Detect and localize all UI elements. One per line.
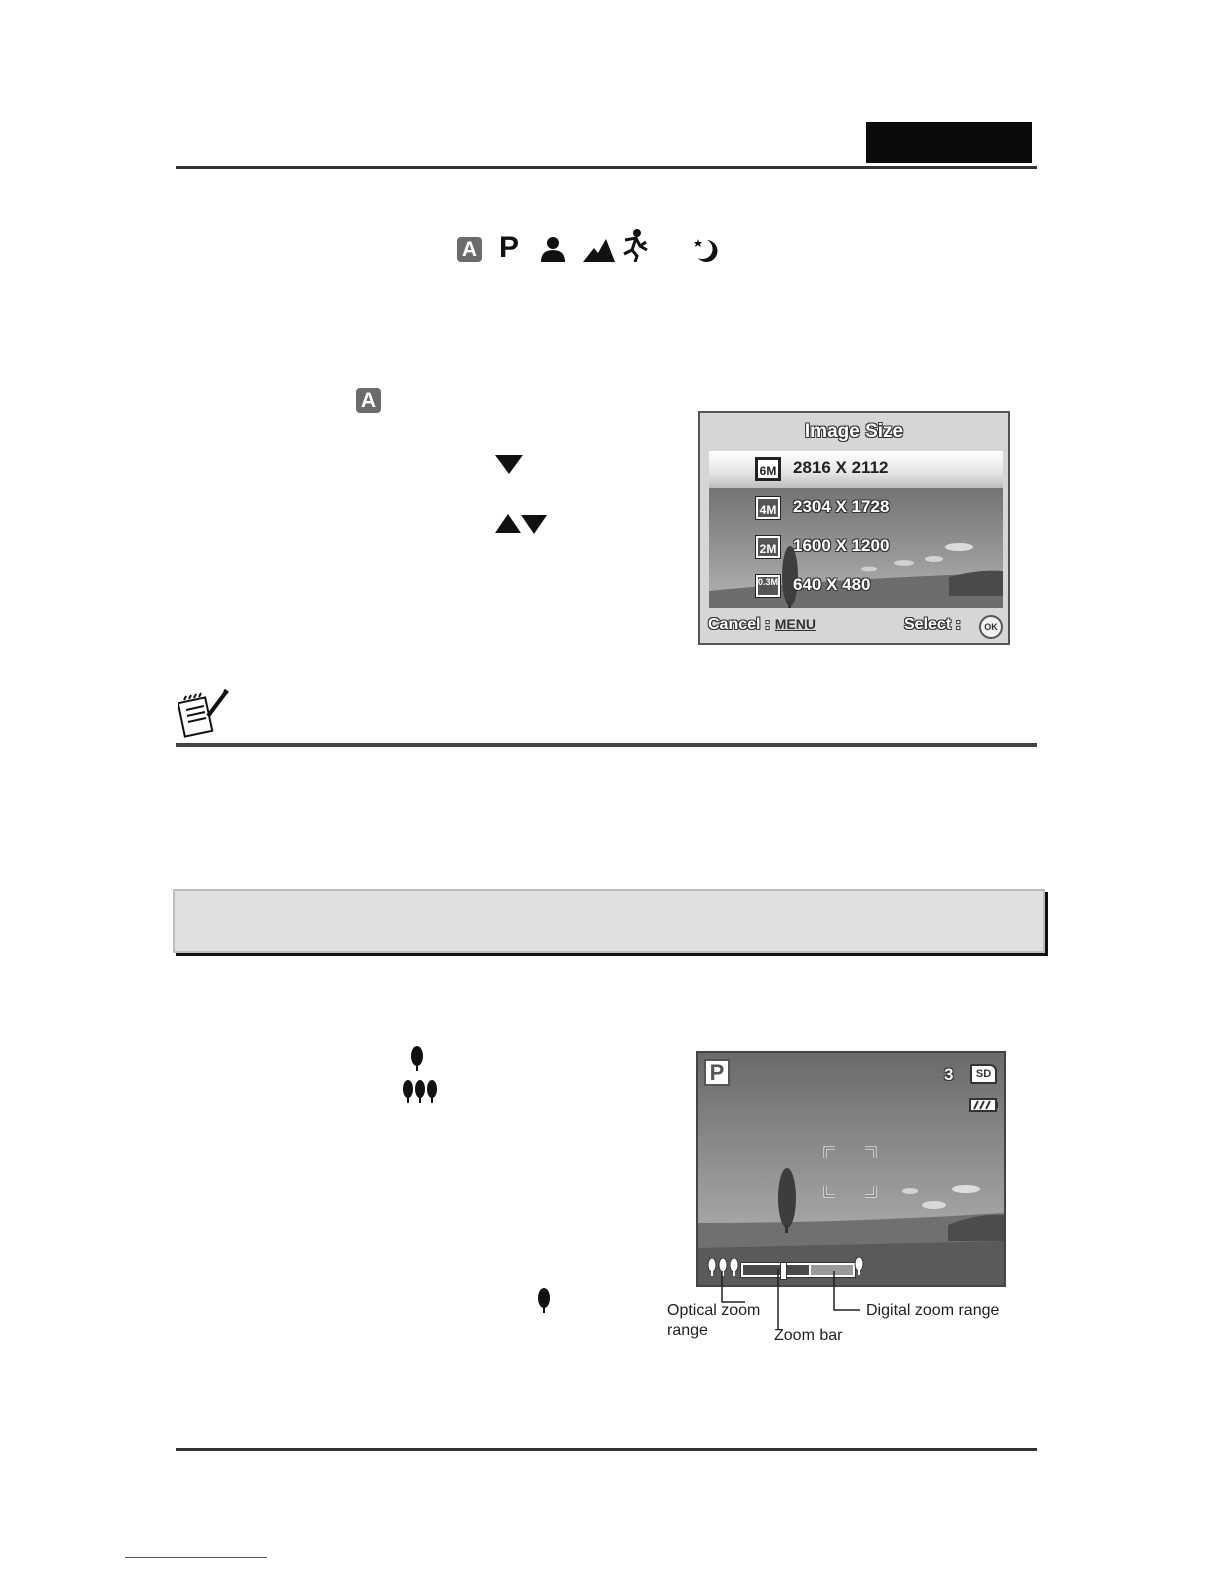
optical-zoom-callout: Optical zoom range bbox=[667, 1302, 761, 1339]
zoom-screen bbox=[696, 1051, 1006, 1287]
image-size-option[interactable] bbox=[709, 568, 1003, 605]
select-label: Select : bbox=[904, 616, 961, 633]
size-label: 2304 X 1728 bbox=[793, 497, 890, 516]
footer-link-underline bbox=[125, 1557, 267, 1558]
note-pad-icon bbox=[178, 688, 230, 738]
down-arrow-icon bbox=[495, 455, 523, 474]
section-heading-bar bbox=[173, 889, 1045, 953]
background-photo bbox=[709, 451, 1003, 608]
tele-zoom-icon bbox=[402, 1080, 440, 1104]
night-mode-icon bbox=[693, 236, 721, 264]
auto-mode-icon: A bbox=[457, 237, 482, 262]
focus-frame-icon bbox=[823, 1146, 877, 1198]
image-size-option[interactable] bbox=[709, 451, 1003, 488]
size-badge: 0.3M bbox=[756, 575, 780, 597]
portrait-mode-icon bbox=[539, 236, 567, 262]
image-size-option[interactable] bbox=[709, 490, 1003, 527]
footer-rule bbox=[176, 1448, 1037, 1451]
shots-remaining: 3 bbox=[944, 1065, 954, 1084]
auto-mode-icon: A bbox=[356, 388, 381, 413]
digital-zoom-callout: Digital zoom range bbox=[866, 1302, 1000, 1319]
wide-zoom-icon bbox=[410, 1046, 424, 1072]
image-size-option[interactable] bbox=[709, 529, 1003, 566]
program-mode-badge: P bbox=[704, 1059, 730, 1086]
image-size-screen bbox=[698, 411, 1010, 645]
sport-mode-icon bbox=[620, 228, 650, 262]
wide-zoom-icon bbox=[537, 1288, 551, 1314]
sd-card-icon: SD bbox=[970, 1064, 997, 1084]
size-label: 1600 X 1200 bbox=[793, 536, 890, 555]
size-label: 2816 X 2112 bbox=[793, 458, 889, 477]
program-mode-icon: P bbox=[499, 231, 520, 264]
language-tab bbox=[866, 122, 1032, 163]
zoom-bar-callout: Zoom bar bbox=[774, 1327, 843, 1344]
size-badge: 4M bbox=[756, 497, 780, 519]
menu-key: MENU bbox=[774, 616, 816, 632]
down-arrow-icon bbox=[521, 515, 547, 534]
battery-icon bbox=[969, 1098, 999, 1112]
menu-title: Image Size bbox=[804, 421, 904, 442]
landscape-mode-icon bbox=[583, 236, 615, 262]
up-arrow-icon bbox=[495, 514, 521, 533]
size-label: 640 X 480 bbox=[793, 575, 871, 594]
cancel-label: Cancel : bbox=[708, 616, 771, 633]
ok-button-icon: OK bbox=[979, 615, 1003, 639]
header-rule bbox=[176, 166, 1037, 169]
cancel-hint bbox=[708, 616, 816, 634]
size-badge: 2M bbox=[756, 536, 780, 558]
size-badge: 6M bbox=[756, 458, 780, 480]
note-rule bbox=[176, 743, 1037, 747]
